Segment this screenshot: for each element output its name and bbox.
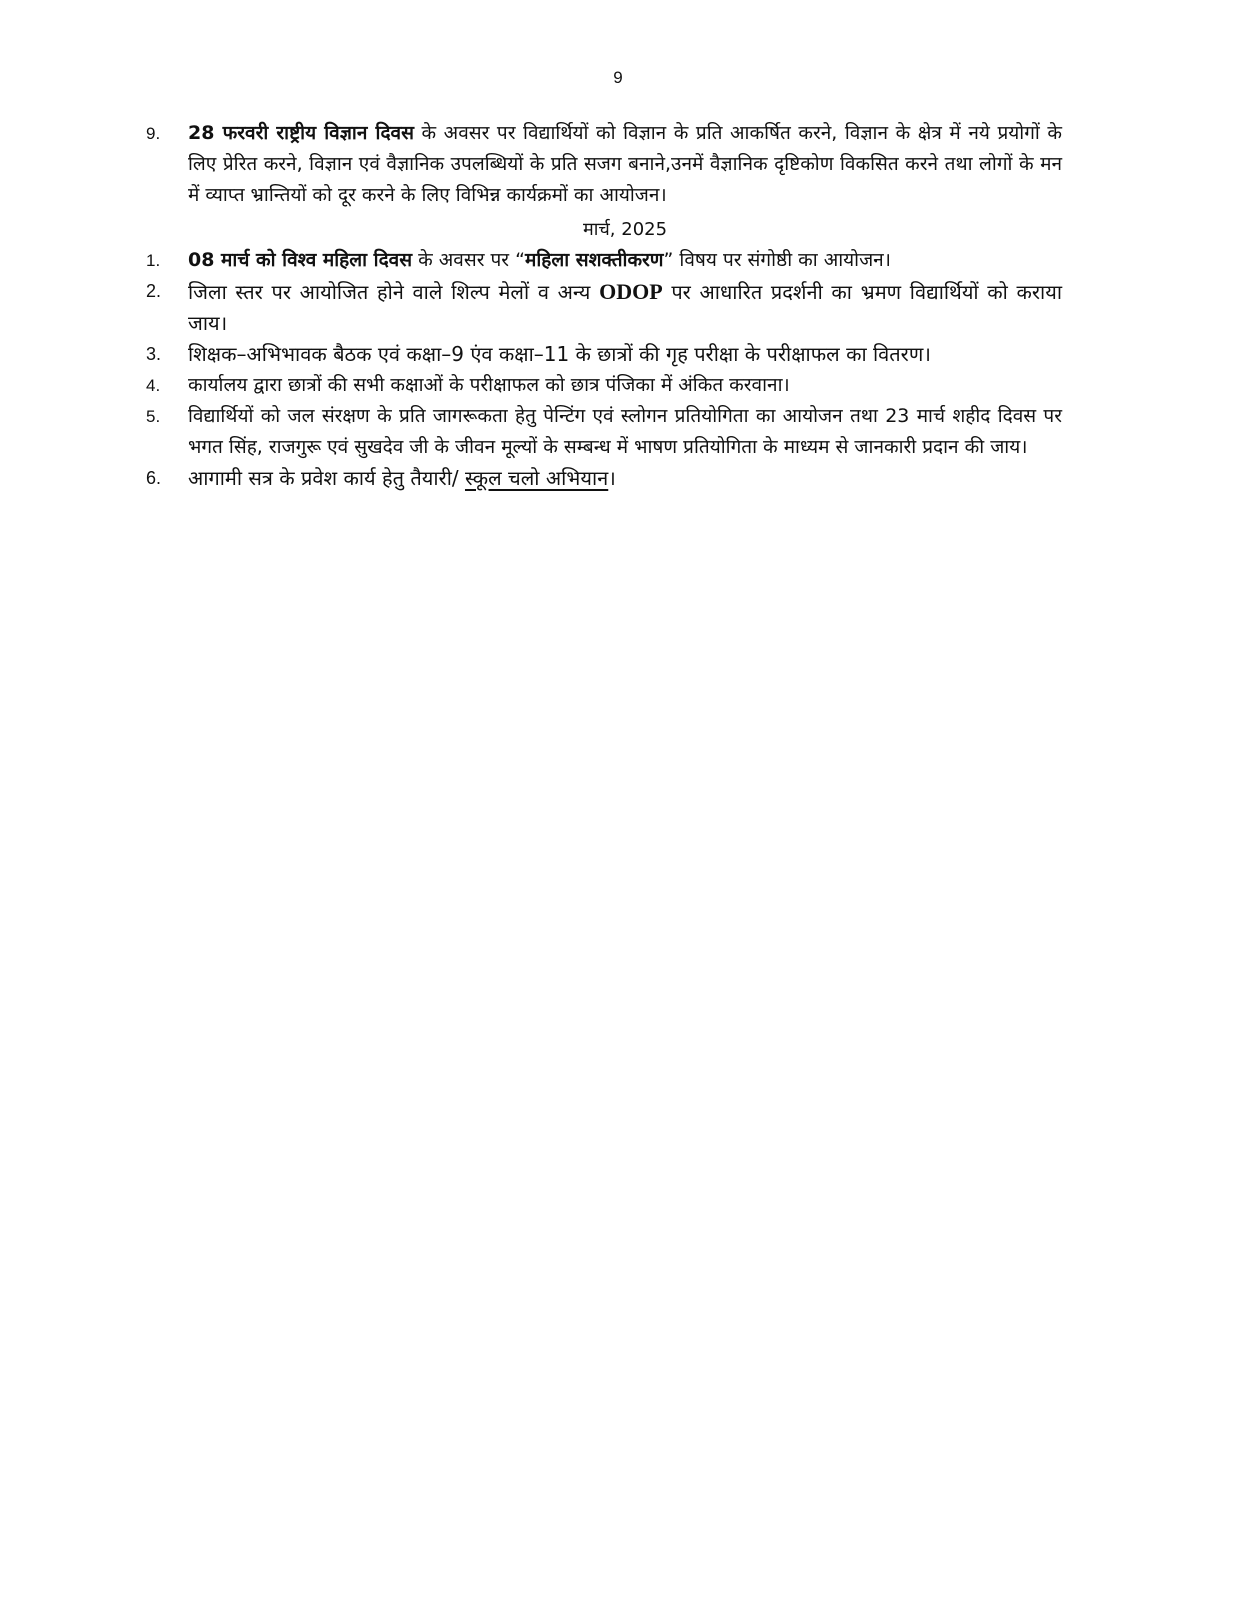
list-item-1 — [142, 245, 1062, 276]
odop-label: ODOP — [599, 279, 663, 304]
item-text-end: विषय पर संगोष्ठी का आयोजन। — [673, 249, 891, 271]
quote-close: ” — [663, 249, 674, 271]
page-number: 9 — [613, 68, 623, 87]
list-number: 1. — [146, 251, 161, 270]
list-number: 4. — [146, 376, 161, 395]
list-item-2 — [142, 276, 1062, 339]
list-number: 5. — [146, 407, 161, 426]
list-number: 3. — [146, 344, 162, 364]
item-text: विद्यार्थियों को जल संरक्षण के प्रति जागरूकता हेतु पेन्टिंग एवं स्लोगन प्रतियोगिता का आयोजन तथा 23 मार्च शहीद दिवस पर भगत सिंह, राजगुरू एवं सुखदेव जी के जीवन मूल्यों के सम्बन्ध में भाषण प्रतियोगिता के माध्यम से जानकारी प्रदान की जाय। — [188, 405, 1062, 458]
item-text-end: पर आधारित प्रदर्शनी का भ्रमण विद्यार्थियों को कराया जाय। — [188, 280, 1062, 335]
item-text: के अवसर पर विद्यार्थियों को विज्ञान के प्रति आकर्षित करने, विज्ञान के क्षेत्र में नये प्रयोगों के लिए प्रेरित करने, विज्ञान एवं वैज्ञानिक उपलब्धियों के प्रति सजग बनाने,उनमें वैज्ञानिक दृष्टिकोण विकसित करने तथा लोगों के मन में व्याप्त भ्रान्तियों को दूर करने के लिए विभिन्न कार्यक्रमों का आयोजन। — [188, 122, 1062, 206]
list-item-4 — [142, 370, 1062, 401]
list-item-5 — [142, 401, 1062, 463]
item-text: के अवसर पर — [412, 249, 516, 271]
month-heading: मार्च, 2025 — [582, 219, 668, 240]
quote-open: “ — [515, 249, 525, 271]
item-text-end: । — [608, 466, 616, 490]
campaign-name: स्कूल चलो अभियान — [464, 466, 609, 490]
item-text: आगामी सत्र के प्रवेश कार्य हेतु तैयारी/ — [188, 466, 465, 490]
list-number: 6. — [146, 468, 162, 488]
item-text: शिक्षक–अभिभावक बैठक एवं कक्षा–9 एंव कक्षा–11 के छात्रों की गृह परीक्षा के परीक्षाफल का वितरण। — [188, 342, 931, 366]
list-item-9 — [142, 118, 1062, 211]
topic-title: महिला सशक्तीकरण — [524, 249, 664, 271]
item-text: जिला स्तर पर आयोजित होने वाले शिल्प मेलों व अन्य — [188, 280, 600, 304]
item-text: कार्यालय द्वारा छात्रों की सभी कक्षाओं के परीक्षाफल को छात्र पंजिका में अंकित करवाना। — [188, 374, 790, 396]
event-title: 28 फरवरी राष्ट्रीय विज्ञान दिवस — [188, 122, 414, 144]
list-item-3 — [142, 339, 1062, 370]
list-number: 9. — [146, 124, 161, 143]
event-title: 08 मार्च को विश्व महिला दिवस — [188, 249, 413, 271]
list-item-6 — [142, 463, 1062, 494]
list-number: 2. — [146, 281, 162, 301]
february-section — [142, 118, 1062, 494]
